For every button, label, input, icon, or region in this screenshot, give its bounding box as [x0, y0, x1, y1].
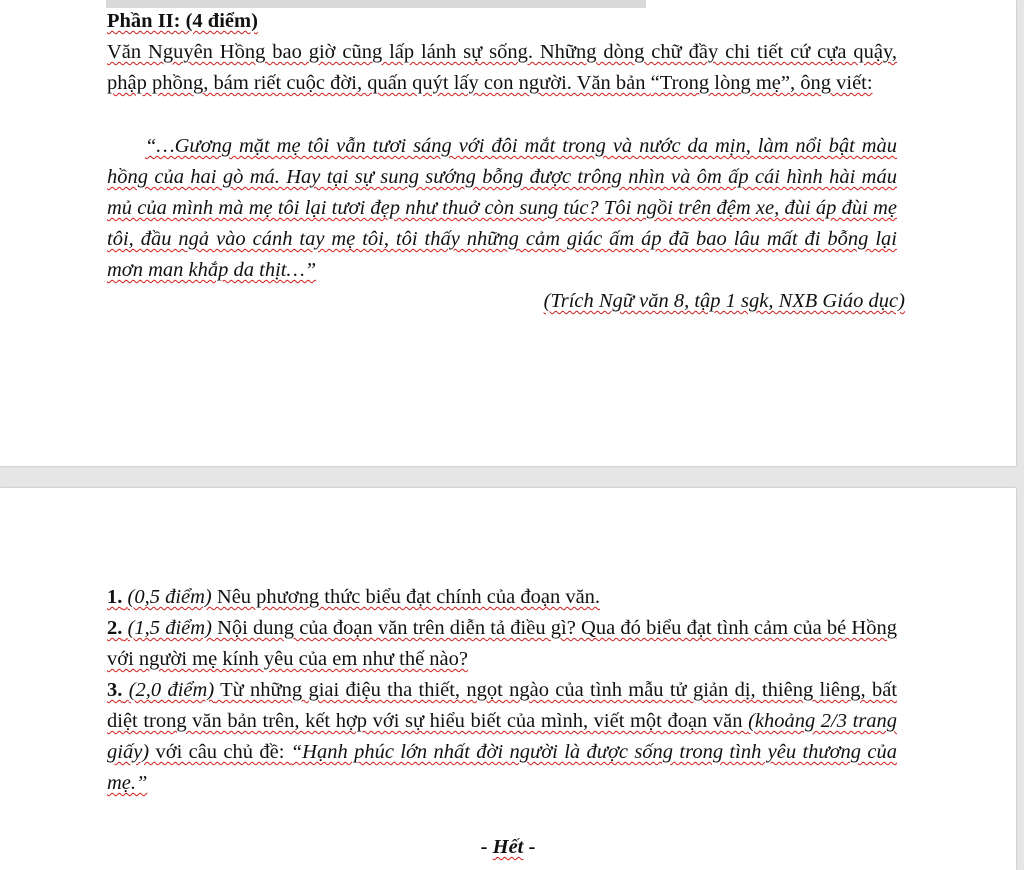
question-2-points: (1,5 điểm) — [127, 617, 212, 639]
end-right: - — [523, 836, 536, 858]
question-1-text: Nêu phương thức biểu đạt chính của đoạn văn. — [211, 586, 601, 608]
end-word: Hết — [492, 836, 524, 858]
section-heading-text: Phần II: (4 điểm) — [107, 10, 258, 32]
question-2 — [107, 613, 897, 675]
intro-title: “Trong lòng mẹ” — [650, 72, 790, 94]
question-3-note: (khoảng 2/3 trang giấy) — [107, 710, 898, 763]
end-left: - — [480, 836, 493, 858]
question-3-points: (2,0 điểm) — [128, 679, 215, 701]
end-marker — [0, 832, 1016, 863]
questions-list — [107, 582, 897, 799]
section-heading — [107, 6, 258, 37]
question-1-number: 1. — [107, 586, 123, 608]
question-3-text-b: với câu chủ đề: — [149, 741, 291, 763]
intro-suffix: , ông viết: — [790, 72, 873, 94]
question-3-text-a: Từ những giai điệu tha thiết, ngọt ngào của tình mẫu tử giản dị, thiêng liêng, bất diệt trong văn bản trên, kết hợp với sự hiểu biết của mình, viết một đoạn văn — [107, 679, 898, 732]
question-3-topic: “Hạnh phúc lớn nhất đời người là được sống trong tình yêu thương của mẹ.” — [107, 741, 897, 794]
question-1-points: (0,5 điểm) — [127, 586, 212, 608]
question-2-text: Nội dung của đoạn văn trên diễn tả điều gì? Qua đó biểu đạt tình cảm của bé Hồng với người mẹ kính yêu của em như thế nào? — [107, 617, 897, 670]
question-1 — [107, 582, 897, 613]
question-3 — [107, 675, 897, 799]
question-2-number: 2. — [107, 617, 123, 639]
intro-text — [107, 37, 897, 99]
source-citation: (Trích Ngữ văn 8, tập 1 sgk, NXB Giáo dục) — [543, 290, 905, 312]
intro-prefix: Văn Nguyên Hồng bao giờ cũng lấp lánh sự sống. Những dòng chữ đầy chi tiết cứ cựa quậy, phập phồng, bám riết cuộc đời, quấn quýt lấy con người. Văn bản — [107, 41, 897, 94]
intro-paragraph — [107, 37, 897, 99]
question-3-number: 3. — [107, 679, 123, 701]
quote-text: “…Gương mặt mẹ tôi vẫn tươi sáng với đôi mắt trong và nước da mịn, làm nổi bật màu hồng của hai gò má. Hay tại sự sung sướng bỗng được trông nhìn và ôm ấp cái hình hài máu mủ của mình mà mẹ tôi lại tươi đẹp như thuở còn sung túc? Tôi ngồi trên đệm xe, đùi áp đùi mẹ tôi, đầu ngả vào cánh tay mẹ tôi, tôi thấy những cảm giác ấm áp đã bao lâu mất đi bỗng lại mơn man khắp da thịt…” — [107, 135, 897, 281]
quote-paragraph — [107, 131, 897, 286]
